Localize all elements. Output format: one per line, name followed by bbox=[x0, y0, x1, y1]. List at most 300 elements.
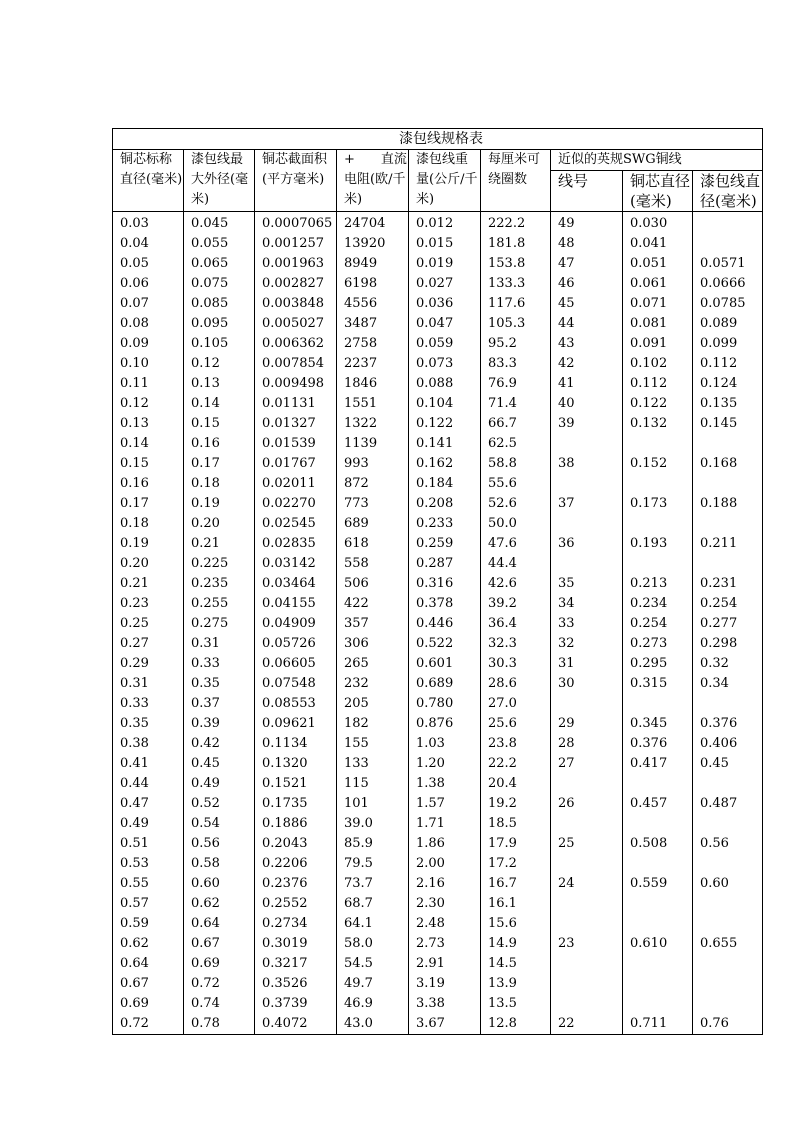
table-row bbox=[113, 254, 763, 274]
cell-copper-area: 0.003848 bbox=[255, 294, 337, 314]
cell-swg-enamel-diameter: 0.32 bbox=[693, 654, 763, 674]
cell-weight: 2.91 bbox=[409, 954, 481, 974]
cell-dc-resistance: 85.9 bbox=[337, 834, 409, 854]
cell-swg-number: 48 bbox=[551, 234, 623, 254]
cell-max-outer-diameter: 0.12 bbox=[184, 354, 255, 374]
cell-copper-area: 0.001963 bbox=[255, 254, 337, 274]
cell-swg-copper-diameter: 0.091 bbox=[623, 334, 693, 354]
cell-weight: 0.036 bbox=[409, 294, 481, 314]
cell-copper-area: 0.1735 bbox=[255, 794, 337, 814]
cell-max-outer-diameter: 0.54 bbox=[184, 814, 255, 834]
cell-weight: 0.012 bbox=[409, 212, 481, 235]
cell-copper-nominal-diameter: 0.49 bbox=[113, 814, 184, 834]
cell-swg-number bbox=[551, 694, 623, 714]
cell-swg-enamel-diameter: 0.34 bbox=[693, 674, 763, 694]
cell-swg-copper-diameter bbox=[623, 474, 693, 494]
cell-copper-area: 0.0007065 bbox=[255, 212, 337, 235]
cell-swg-enamel-diameter: 0.0571 bbox=[693, 254, 763, 274]
cell-copper-area: 0.3019 bbox=[255, 934, 337, 954]
cell-weight: 2.73 bbox=[409, 934, 481, 954]
cell-weight: 0.287 bbox=[409, 554, 481, 574]
cell-copper-area: 0.1134 bbox=[255, 734, 337, 754]
cell-swg-enamel-diameter: 0.124 bbox=[693, 374, 763, 394]
cell-copper-nominal-diameter: 0.07 bbox=[113, 294, 184, 314]
cell-max-outer-diameter: 0.52 bbox=[184, 794, 255, 814]
table-row bbox=[113, 834, 763, 854]
cell-copper-area: 0.02270 bbox=[255, 494, 337, 514]
cell-turns-per-cm: 16.1 bbox=[481, 894, 551, 914]
cell-copper-area: 0.3217 bbox=[255, 954, 337, 974]
cell-max-outer-diameter: 0.45 bbox=[184, 754, 255, 774]
cell-swg-enamel-diameter bbox=[693, 814, 763, 834]
cell-turns-per-cm: 23.8 bbox=[481, 734, 551, 754]
cell-max-outer-diameter: 0.055 bbox=[184, 234, 255, 254]
cell-copper-nominal-diameter: 0.21 bbox=[113, 574, 184, 594]
cell-swg-number: 40 bbox=[551, 394, 623, 414]
cell-swg-copper-diameter: 0.152 bbox=[623, 454, 693, 474]
cell-swg-enamel-diameter bbox=[693, 954, 763, 974]
cell-turns-per-cm: 13.5 bbox=[481, 994, 551, 1014]
cell-copper-nominal-diameter: 0.72 bbox=[113, 1014, 184, 1035]
table-row bbox=[113, 954, 763, 974]
cell-turns-per-cm: 105.3 bbox=[481, 314, 551, 334]
table-row bbox=[113, 754, 763, 774]
cell-copper-nominal-diameter: 0.35 bbox=[113, 714, 184, 734]
cell-turns-per-cm: 18.5 bbox=[481, 814, 551, 834]
cell-weight: 2.48 bbox=[409, 914, 481, 934]
cell-swg-number: 39 bbox=[551, 414, 623, 434]
cell-max-outer-diameter: 0.095 bbox=[184, 314, 255, 334]
cell-turns-per-cm: 32.3 bbox=[481, 634, 551, 654]
cell-copper-area: 0.08553 bbox=[255, 694, 337, 714]
cell-swg-enamel-diameter bbox=[693, 774, 763, 794]
cell-weight: 0.876 bbox=[409, 714, 481, 734]
cell-max-outer-diameter: 0.74 bbox=[184, 994, 255, 1014]
cell-swg-enamel-diameter: 0.168 bbox=[693, 454, 763, 474]
cell-weight: 0.162 bbox=[409, 454, 481, 474]
cell-copper-nominal-diameter: 0.55 bbox=[113, 874, 184, 894]
cell-copper-area: 0.006362 bbox=[255, 334, 337, 354]
cell-copper-nominal-diameter: 0.12 bbox=[113, 394, 184, 414]
table-row bbox=[113, 914, 763, 934]
cell-copper-nominal-diameter: 0.03 bbox=[113, 212, 184, 235]
cell-swg-copper-diameter bbox=[623, 994, 693, 1014]
cell-swg-number: 46 bbox=[551, 274, 623, 294]
cell-dc-resistance: 265 bbox=[337, 654, 409, 674]
cell-dc-resistance: 182 bbox=[337, 714, 409, 734]
cell-turns-per-cm: 95.2 bbox=[481, 334, 551, 354]
cell-turns-per-cm: 42.6 bbox=[481, 574, 551, 594]
cell-copper-area: 0.1320 bbox=[255, 754, 337, 774]
cell-copper-nominal-diameter: 0.14 bbox=[113, 434, 184, 454]
cell-swg-number: 41 bbox=[551, 374, 623, 394]
cell-max-outer-diameter: 0.13 bbox=[184, 374, 255, 394]
cell-swg-enamel-diameter: 0.0785 bbox=[693, 294, 763, 314]
cell-turns-per-cm: 83.3 bbox=[481, 354, 551, 374]
cell-swg-enamel-diameter: 0.254 bbox=[693, 594, 763, 614]
table-row bbox=[113, 894, 763, 914]
cell-dc-resistance: 2758 bbox=[337, 334, 409, 354]
cell-swg-number bbox=[551, 974, 623, 994]
cell-swg-number: 36 bbox=[551, 534, 623, 554]
cell-copper-nominal-diameter: 0.44 bbox=[113, 774, 184, 794]
cell-swg-copper-diameter: 0.071 bbox=[623, 294, 693, 314]
cell-swg-copper-diameter: 0.051 bbox=[623, 254, 693, 274]
cell-dc-resistance: 1846 bbox=[337, 374, 409, 394]
cell-swg-copper-diameter bbox=[623, 514, 693, 534]
cell-turns-per-cm: 66.7 bbox=[481, 414, 551, 434]
cell-swg-number: 24 bbox=[551, 874, 623, 894]
cell-swg-copper-diameter bbox=[623, 774, 693, 794]
cell-weight: 1.03 bbox=[409, 734, 481, 754]
table-row bbox=[113, 434, 763, 454]
cell-dc-resistance: 422 bbox=[337, 594, 409, 614]
cell-turns-per-cm: 30.3 bbox=[481, 654, 551, 674]
table-row bbox=[113, 394, 763, 414]
cell-copper-nominal-diameter: 0.05 bbox=[113, 254, 184, 274]
cell-swg-number: 25 bbox=[551, 834, 623, 854]
table-row bbox=[113, 874, 763, 894]
cell-weight: 1.86 bbox=[409, 834, 481, 854]
cell-swg-copper-diameter: 0.610 bbox=[623, 934, 693, 954]
cell-weight: 1.20 bbox=[409, 754, 481, 774]
cell-max-outer-diameter: 0.60 bbox=[184, 874, 255, 894]
table-row bbox=[113, 634, 763, 654]
cell-weight: 3.67 bbox=[409, 1014, 481, 1035]
cell-swg-number: 34 bbox=[551, 594, 623, 614]
cell-swg-number bbox=[551, 914, 623, 934]
cell-swg-enamel-diameter: 0.56 bbox=[693, 834, 763, 854]
table-row bbox=[113, 934, 763, 954]
cell-copper-nominal-diameter: 0.15 bbox=[113, 454, 184, 474]
cell-swg-enamel-diameter: 0.655 bbox=[693, 934, 763, 954]
cell-copper-area: 0.2043 bbox=[255, 834, 337, 854]
cell-swg-copper-diameter bbox=[623, 894, 693, 914]
cell-turns-per-cm: 55.6 bbox=[481, 474, 551, 494]
table-row bbox=[113, 814, 763, 834]
cell-turns-per-cm: 133.3 bbox=[481, 274, 551, 294]
cell-turns-per-cm: 20.4 bbox=[481, 774, 551, 794]
cell-dc-resistance: 1322 bbox=[337, 414, 409, 434]
cell-swg-copper-diameter: 0.061 bbox=[623, 274, 693, 294]
cell-turns-per-cm: 36.4 bbox=[481, 614, 551, 634]
cell-max-outer-diameter: 0.255 bbox=[184, 594, 255, 614]
cell-max-outer-diameter: 0.69 bbox=[184, 954, 255, 974]
cell-swg-enamel-diameter bbox=[693, 234, 763, 254]
cell-swg-enamel-diameter: 0.298 bbox=[693, 634, 763, 654]
cell-dc-resistance: 872 bbox=[337, 474, 409, 494]
cell-swg-enamel-diameter: 0.487 bbox=[693, 794, 763, 814]
cell-swg-number: 31 bbox=[551, 654, 623, 674]
cell-max-outer-diameter: 0.33 bbox=[184, 654, 255, 674]
cell-swg-copper-diameter: 0.030 bbox=[623, 212, 693, 235]
cell-max-outer-diameter: 0.37 bbox=[184, 694, 255, 714]
cell-swg-enamel-diameter: 0.099 bbox=[693, 334, 763, 354]
cell-dc-resistance: 58.0 bbox=[337, 934, 409, 954]
cell-turns-per-cm: 71.4 bbox=[481, 394, 551, 414]
cell-dc-resistance: 54.5 bbox=[337, 954, 409, 974]
cell-copper-area: 0.3739 bbox=[255, 994, 337, 1014]
cell-swg-number bbox=[551, 514, 623, 534]
cell-weight: 1.71 bbox=[409, 814, 481, 834]
cell-copper-nominal-diameter: 0.47 bbox=[113, 794, 184, 814]
cell-swg-copper-diameter: 0.273 bbox=[623, 634, 693, 654]
cell-dc-resistance: 6198 bbox=[337, 274, 409, 294]
cell-copper-area: 0.2376 bbox=[255, 874, 337, 894]
cell-copper-nominal-diameter: 0.59 bbox=[113, 914, 184, 934]
cell-copper-nominal-diameter: 0.17 bbox=[113, 494, 184, 514]
cell-swg-enamel-diameter bbox=[693, 554, 763, 574]
cell-swg-enamel-diameter bbox=[693, 434, 763, 454]
cell-turns-per-cm: 17.9 bbox=[481, 834, 551, 854]
cell-swg-number: 33 bbox=[551, 614, 623, 634]
cell-max-outer-diameter: 0.49 bbox=[184, 774, 255, 794]
cell-max-outer-diameter: 0.21 bbox=[184, 534, 255, 554]
cell-turns-per-cm: 15.6 bbox=[481, 914, 551, 934]
table-row bbox=[113, 614, 763, 634]
cell-turns-per-cm: 25.6 bbox=[481, 714, 551, 734]
cell-copper-area: 0.1521 bbox=[255, 774, 337, 794]
cell-weight: 0.088 bbox=[409, 374, 481, 394]
cell-swg-number: 38 bbox=[551, 454, 623, 474]
cell-max-outer-diameter: 0.72 bbox=[184, 974, 255, 994]
cell-swg-copper-diameter: 0.254 bbox=[623, 614, 693, 634]
cell-dc-resistance: 8949 bbox=[337, 254, 409, 274]
table-row bbox=[113, 774, 763, 794]
cell-swg-number: 23 bbox=[551, 934, 623, 954]
cell-weight: 3.19 bbox=[409, 974, 481, 994]
cell-copper-area: 0.1886 bbox=[255, 814, 337, 834]
cell-copper-nominal-diameter: 0.25 bbox=[113, 614, 184, 634]
cell-copper-nominal-diameter: 0.33 bbox=[113, 694, 184, 714]
cell-swg-copper-diameter: 0.041 bbox=[623, 234, 693, 254]
cell-copper-nominal-diameter: 0.10 bbox=[113, 354, 184, 374]
cell-weight: 0.233 bbox=[409, 514, 481, 534]
cell-swg-enamel-diameter bbox=[693, 514, 763, 534]
cell-copper-area: 0.2734 bbox=[255, 914, 337, 934]
cell-copper-nominal-diameter: 0.51 bbox=[113, 834, 184, 854]
cell-copper-nominal-diameter: 0.67 bbox=[113, 974, 184, 994]
cell-copper-area: 0.3526 bbox=[255, 974, 337, 994]
table-row bbox=[113, 274, 763, 294]
cell-dc-resistance: 43.0 bbox=[337, 1014, 409, 1035]
cell-copper-nominal-diameter: 0.27 bbox=[113, 634, 184, 654]
cell-swg-number: 42 bbox=[551, 354, 623, 374]
cell-copper-area: 0.009498 bbox=[255, 374, 337, 394]
cell-dc-resistance: 79.5 bbox=[337, 854, 409, 874]
header-copper-nominal-diameter: 铜芯标称直径(毫米) bbox=[113, 150, 184, 212]
table-row bbox=[113, 294, 763, 314]
table-row bbox=[113, 514, 763, 534]
cell-dc-resistance: 13920 bbox=[337, 234, 409, 254]
cell-turns-per-cm: 16.7 bbox=[481, 874, 551, 894]
cell-turns-per-cm: 19.2 bbox=[481, 794, 551, 814]
cell-turns-per-cm: 76.9 bbox=[481, 374, 551, 394]
cell-swg-number: 26 bbox=[551, 794, 623, 814]
cell-weight: 1.57 bbox=[409, 794, 481, 814]
cell-swg-number: 22 bbox=[551, 1014, 623, 1035]
cell-max-outer-diameter: 0.31 bbox=[184, 634, 255, 654]
cell-weight: 0.141 bbox=[409, 434, 481, 454]
cell-max-outer-diameter: 0.35 bbox=[184, 674, 255, 694]
cell-swg-copper-diameter bbox=[623, 954, 693, 974]
cell-swg-enamel-diameter: 0.188 bbox=[693, 494, 763, 514]
cell-dc-resistance: 155 bbox=[337, 734, 409, 754]
cell-dc-resistance: 24704 bbox=[337, 212, 409, 235]
table-row bbox=[113, 994, 763, 1014]
cell-dc-resistance: 4556 bbox=[337, 294, 409, 314]
cell-swg-number: 45 bbox=[551, 294, 623, 314]
table-row bbox=[113, 494, 763, 514]
cell-copper-area: 0.03464 bbox=[255, 574, 337, 594]
cell-max-outer-diameter: 0.16 bbox=[184, 434, 255, 454]
table-row bbox=[113, 474, 763, 494]
table-row bbox=[113, 594, 763, 614]
cell-weight: 0.027 bbox=[409, 274, 481, 294]
cell-weight: 0.208 bbox=[409, 494, 481, 514]
cell-copper-nominal-diameter: 0.53 bbox=[113, 854, 184, 874]
cell-copper-nominal-diameter: 0.13 bbox=[113, 414, 184, 434]
cell-dc-resistance: 306 bbox=[337, 634, 409, 654]
cell-copper-nominal-diameter: 0.18 bbox=[113, 514, 184, 534]
enameled-wire-spec-table bbox=[112, 128, 763, 1035]
cell-copper-nominal-diameter: 0.41 bbox=[113, 754, 184, 774]
cell-copper-area: 0.002827 bbox=[255, 274, 337, 294]
cell-swg-enamel-diameter bbox=[693, 914, 763, 934]
cell-swg-enamel-diameter: 0.089 bbox=[693, 314, 763, 334]
cell-swg-enamel-diameter bbox=[693, 894, 763, 914]
table-row bbox=[113, 574, 763, 594]
cell-swg-copper-diameter: 0.234 bbox=[623, 594, 693, 614]
cell-copper-nominal-diameter: 0.38 bbox=[113, 734, 184, 754]
cell-turns-per-cm: 27.0 bbox=[481, 694, 551, 714]
cell-swg-enamel-diameter bbox=[693, 212, 763, 235]
cell-turns-per-cm: 14.9 bbox=[481, 934, 551, 954]
cell-swg-enamel-diameter bbox=[693, 994, 763, 1014]
table-row bbox=[113, 334, 763, 354]
cell-copper-nominal-diameter: 0.11 bbox=[113, 374, 184, 394]
cell-max-outer-diameter: 0.045 bbox=[184, 212, 255, 235]
cell-dc-resistance: 689 bbox=[337, 514, 409, 534]
cell-swg-copper-diameter: 0.173 bbox=[623, 494, 693, 514]
cell-dc-resistance: 232 bbox=[337, 674, 409, 694]
cell-swg-number bbox=[551, 954, 623, 974]
cell-dc-resistance: 39.0 bbox=[337, 814, 409, 834]
cell-swg-enamel-diameter bbox=[693, 694, 763, 714]
cell-swg-number bbox=[551, 854, 623, 874]
table-row bbox=[113, 554, 763, 574]
cell-max-outer-diameter: 0.18 bbox=[184, 474, 255, 494]
cell-copper-area: 0.03142 bbox=[255, 554, 337, 574]
cell-copper-nominal-diameter: 0.20 bbox=[113, 554, 184, 574]
cell-swg-number: 27 bbox=[551, 754, 623, 774]
cell-weight: 3.38 bbox=[409, 994, 481, 1014]
cell-weight: 0.378 bbox=[409, 594, 481, 614]
cell-max-outer-diameter: 0.075 bbox=[184, 274, 255, 294]
cell-weight: 0.601 bbox=[409, 654, 481, 674]
cell-copper-nominal-diameter: 0.09 bbox=[113, 334, 184, 354]
cell-swg-number bbox=[551, 774, 623, 794]
cell-copper-nominal-diameter: 0.08 bbox=[113, 314, 184, 334]
cell-swg-number: 32 bbox=[551, 634, 623, 654]
table-row bbox=[113, 234, 763, 254]
cell-swg-enamel-diameter: 0.211 bbox=[693, 534, 763, 554]
cell-swg-enamel-diameter: 0.60 bbox=[693, 874, 763, 894]
cell-copper-nominal-diameter: 0.23 bbox=[113, 594, 184, 614]
cell-dc-resistance: 205 bbox=[337, 694, 409, 714]
cell-swg-number: 47 bbox=[551, 254, 623, 274]
cell-swg-copper-diameter: 0.345 bbox=[623, 714, 693, 734]
cell-copper-nominal-diameter: 0.16 bbox=[113, 474, 184, 494]
cell-swg-number: 30 bbox=[551, 674, 623, 694]
cell-turns-per-cm: 39.2 bbox=[481, 594, 551, 614]
cell-swg-copper-diameter bbox=[623, 914, 693, 934]
cell-swg-number bbox=[551, 894, 623, 914]
cell-swg-number bbox=[551, 994, 623, 1014]
cell-copper-nominal-diameter: 0.57 bbox=[113, 894, 184, 914]
cell-swg-copper-diameter: 0.508 bbox=[623, 834, 693, 854]
cell-max-outer-diameter: 0.15 bbox=[184, 414, 255, 434]
cell-turns-per-cm: 44.4 bbox=[481, 554, 551, 574]
cell-swg-enamel-diameter bbox=[693, 474, 763, 494]
cell-swg-copper-diameter bbox=[623, 974, 693, 994]
cell-swg-copper-diameter: 0.122 bbox=[623, 394, 693, 414]
table-body bbox=[113, 212, 763, 1035]
cell-max-outer-diameter: 0.17 bbox=[184, 454, 255, 474]
cell-copper-area: 0.07548 bbox=[255, 674, 337, 694]
cell-swg-copper-diameter: 0.315 bbox=[623, 674, 693, 694]
cell-copper-area: 0.4072 bbox=[255, 1014, 337, 1035]
cell-max-outer-diameter: 0.56 bbox=[184, 834, 255, 854]
cell-dc-resistance: 1139 bbox=[337, 434, 409, 454]
cell-copper-area: 0.04909 bbox=[255, 614, 337, 634]
cell-weight: 2.16 bbox=[409, 874, 481, 894]
cell-copper-nominal-diameter: 0.29 bbox=[113, 654, 184, 674]
table-row bbox=[113, 414, 763, 434]
cell-turns-per-cm: 28.6 bbox=[481, 674, 551, 694]
cell-copper-area: 0.01767 bbox=[255, 454, 337, 474]
cell-swg-number: 49 bbox=[551, 212, 623, 235]
cell-weight: 0.689 bbox=[409, 674, 481, 694]
cell-swg-enamel-diameter bbox=[693, 854, 763, 874]
table-row bbox=[113, 1014, 763, 1035]
cell-swg-copper-diameter: 0.295 bbox=[623, 654, 693, 674]
cell-dc-resistance: 101 bbox=[337, 794, 409, 814]
table-row bbox=[113, 974, 763, 994]
cell-copper-area: 0.04155 bbox=[255, 594, 337, 614]
cell-copper-nominal-diameter: 0.04 bbox=[113, 234, 184, 254]
cell-dc-resistance: 73.7 bbox=[337, 874, 409, 894]
cell-swg-copper-diameter: 0.213 bbox=[623, 574, 693, 594]
cell-weight: 0.019 bbox=[409, 254, 481, 274]
cell-swg-number: 35 bbox=[551, 574, 623, 594]
cell-copper-area: 0.05726 bbox=[255, 634, 337, 654]
cell-dc-resistance: 46.9 bbox=[337, 994, 409, 1014]
table-row bbox=[113, 734, 763, 754]
cell-weight: 0.059 bbox=[409, 334, 481, 354]
cell-copper-area: 0.2206 bbox=[255, 854, 337, 874]
cell-swg-copper-diameter bbox=[623, 434, 693, 454]
header-swg-copper-diameter: 铜芯直径(毫米) bbox=[623, 171, 693, 212]
cell-max-outer-diameter: 0.20 bbox=[184, 514, 255, 534]
cell-swg-number: 44 bbox=[551, 314, 623, 334]
cell-turns-per-cm: 22.2 bbox=[481, 754, 551, 774]
cell-swg-enamel-diameter: 0.112 bbox=[693, 354, 763, 374]
cell-swg-copper-diameter: 0.559 bbox=[623, 874, 693, 894]
cell-swg-copper-diameter: 0.112 bbox=[623, 374, 693, 394]
cell-max-outer-diameter: 0.105 bbox=[184, 334, 255, 354]
cell-swg-copper-diameter: 0.102 bbox=[623, 354, 693, 374]
